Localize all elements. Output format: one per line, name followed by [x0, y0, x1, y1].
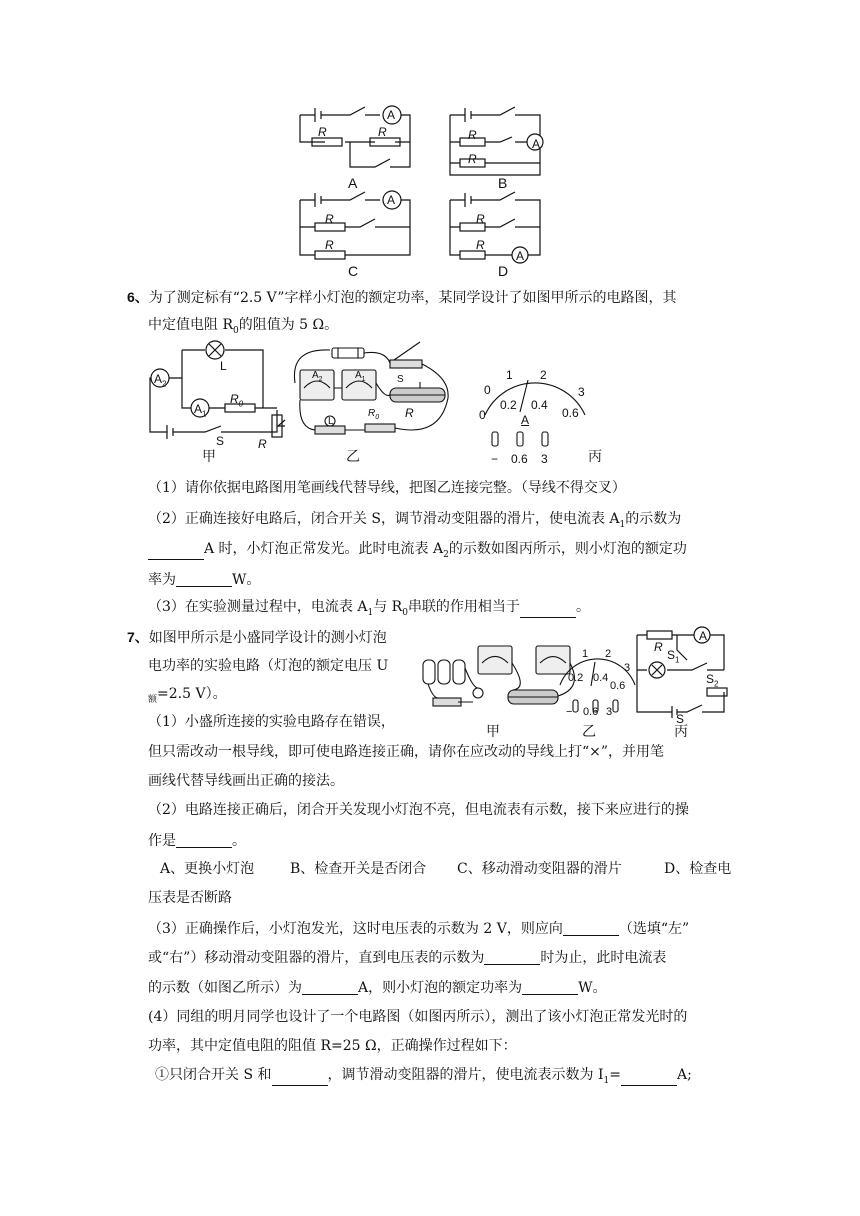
q7-meter-tick-0-2: 0.2: [568, 672, 584, 684]
diagram-b-caption: B: [498, 175, 508, 191]
q7-part3-line2: 或“右”）移动滑动变阻器的滑片，直到电压表的示数为 时为止，此时电流表: [148, 950, 667, 966]
q7-bing-r: R: [654, 640, 663, 654]
meter-tick-0-4: 0.4: [531, 398, 548, 412]
q6-apparatus-l: L: [328, 416, 334, 427]
q6-stem2-sub: 0: [233, 325, 239, 336]
q7-stem-line2: 电功率的实验电路（灯泡的额定电压 U: [148, 658, 389, 674]
r0-label-d: R: [476, 238, 485, 252]
q6-apparatus-s: S: [397, 374, 404, 385]
q6-apparatus-a2: $A_2$: [312, 370, 323, 383]
q7-meter-tick-0-6: 0.6: [610, 680, 626, 692]
meter-tick-top-1: 1: [506, 368, 513, 382]
q7-part4-line1: (4）同组的明月同学也设计了一个电路图（如图丙所示），测出了该小灯泡正常发光时的: [148, 1009, 688, 1025]
q7-bing-s: S: [676, 712, 685, 726]
q6-blank-a1-current[interactable]: [148, 545, 204, 560]
q7-blank-direction[interactable]: [563, 921, 619, 936]
q7-part1-line1: （1）小盛所连接的实验电路存在错误，: [148, 714, 395, 730]
q6-r0-label: $R_0$: [230, 392, 244, 409]
q7-bing-s2: $S_2$: [706, 672, 719, 689]
q7-bing-s1: $S_1$: [667, 648, 680, 665]
q6-stem2b: 的阻值为 5 Ω。: [238, 317, 339, 333]
q6-l-label: L: [220, 359, 227, 373]
q6-a1-label: $A_1$: [194, 402, 207, 419]
q6-part3: （3）在实验测量过程中，电流表 $A_1$与 $R_0$串联的作用相当于 。: [148, 599, 590, 618]
ammeter-d-label: A: [516, 249, 525, 263]
q6-caption-bing: 丙: [588, 449, 602, 465]
q6-part1: （1）请你依据电路图用笔画线代替导线，把图乙连接完整。（导线不得交叉）: [148, 480, 626, 496]
q7-stem-line3: $_额$=2.5 V）。: [148, 686, 227, 705]
q7-blank-operation[interactable]: [176, 833, 232, 848]
q6-number: 6、: [127, 289, 149, 305]
q6-apparatus-r0: $R_0$: [368, 408, 380, 421]
r0-label-b: R: [468, 128, 477, 142]
q6-apparatus-a1: $A_1$: [355, 370, 366, 383]
q7-terminal-0-6: 0.6: [583, 706, 599, 718]
q7-blank-switch[interactable]: [272, 1071, 328, 1086]
q6-stem-line2: [148, 318, 338, 336]
ammeter-b-label: A: [532, 137, 541, 151]
r0-label-c: R: [325, 238, 334, 252]
q7-part4-step1: ①只闭合开关 S 和 ，调节滑动变阻器的滑片，使电流表示数为 $I_1= A$;: [155, 1067, 692, 1086]
q7-meter-tick-3: 3: [624, 662, 631, 674]
meter-tick-0a: 0: [479, 408, 486, 422]
q7-part4-line2: 功率，其中定值电阻的阻值 R=25 Ω，正确操作过程如下：: [148, 1038, 517, 1054]
q6-stem2: 中定值电阻 R: [148, 317, 233, 333]
rx-label-a: R: [378, 125, 387, 139]
terminal-0-6: 0.6: [511, 452, 528, 466]
q7-part2-line2: 作是 。: [148, 833, 246, 849]
diagram-c-caption: C: [348, 263, 359, 279]
circuit-diagrams-abcd: [290, 95, 570, 280]
q6-part2-line3: 率为 W。: [148, 572, 261, 588]
q7-part3-line1: （3）正确操作后，小灯泡发光，这时电压表的示数为 2 V，则应向 （选填“左”: [148, 921, 690, 937]
q7-option-d: D、检查电: [664, 861, 732, 877]
q7-caption-bing: 丙: [674, 724, 688, 740]
q7-part3-line3: 的示数（如图乙所示）为 A，则小灯泡的额定功率为 W。: [148, 980, 607, 996]
q7-option-b: B、检查开关是否闭合: [290, 861, 427, 877]
q7-part2-line1: （2）电路连接正确后，闭合开关发现小灯泡不亮，但电流表有示数，接下来应进行的操: [148, 802, 689, 818]
q7-caption-jia: 甲: [486, 724, 500, 740]
meter-tick-top-2: 2: [540, 368, 547, 382]
q6-caption-yi: 乙: [346, 449, 360, 465]
q6-a2-label: $A_2$: [154, 372, 167, 389]
terminal-neg: −: [491, 452, 499, 466]
q7-blank-i1[interactable]: [621, 1071, 677, 1086]
rx-label-c: R: [325, 212, 334, 226]
q7-terminal-neg: −: [566, 706, 573, 718]
q6-stem1: 为了测定标有“2.5 V”字样小灯泡的额定功率，某同学设计了如图甲所示的电路图，其: [148, 290, 677, 306]
q7-blank-power[interactable]: [522, 980, 578, 995]
ammeter-c-label: A: [387, 193, 396, 207]
q7-meter-tick-1: 1: [582, 648, 589, 660]
meter-unit: A: [521, 413, 530, 427]
rx-label-b: R: [468, 152, 477, 166]
q7-caption-yi: 乙: [582, 724, 596, 740]
q7-blank-voltage[interactable]: [484, 950, 540, 965]
q6-s-label: S: [216, 434, 225, 448]
q6-part2-line1: （2）正确连接好电路后，闭合开关 S，调节滑动变阻器的滑片，使电流表 $A_1$的示数为: [148, 511, 682, 530]
q6-apparatus-yi: [290, 338, 460, 448]
q7-number: 7、: [127, 629, 149, 645]
q6-blank-equivalent[interactable]: [520, 603, 576, 618]
q6-r-label: R: [258, 437, 267, 451]
ammeter-a-label: A: [387, 108, 396, 122]
q6-apparatus-r: R: [405, 406, 414, 420]
q7-terminal-3: 3: [606, 706, 613, 718]
meter-tick-0-6: 0.6: [562, 406, 579, 420]
q6-blank-power[interactable]: [176, 572, 232, 587]
diagram-d-caption: D: [498, 263, 509, 279]
q7-stem-line1: 7、如图甲所示是小盛同学设计的测小灯泡: [127, 629, 387, 646]
q7-meter-tick-2: 2: [605, 648, 612, 660]
q6-part2-line2: A 时，小灯泡正常发光。此时电流表 $A_2$的示数如图丙所示，则小灯泡的额定功: [148, 542, 687, 560]
q6-circuit-jia: [145, 340, 295, 445]
q7-bing-ammeter: A: [699, 629, 708, 643]
q7-blank-current[interactable]: [302, 980, 358, 995]
meter-tick-top-0: 0: [484, 383, 491, 397]
rx-label-d: R: [476, 212, 485, 226]
q6-caption-jia: 甲: [202, 449, 216, 465]
q7-part1-line2: 但只需改动一根导线，即可使电路连接正确，请你在应改动的导线上打“×”，并用笔: [148, 744, 665, 760]
q7-option-c: C、移动滑动变阻器的滑片: [457, 861, 622, 877]
r0-label-a: R: [318, 125, 327, 139]
q7-option-a: A、更换小灯泡: [160, 861, 255, 877]
q7-meter-tick-0-4: 0.4: [593, 672, 609, 684]
diagram-a-caption: A: [348, 175, 358, 191]
q7-part1-line3: 画线代替导线画出正确的接法。: [148, 773, 344, 789]
meter-tick-0-2: 0.2: [500, 398, 517, 412]
meter-tick-top-3: 3: [578, 385, 585, 399]
q6-stem-line1: [127, 290, 676, 305]
terminal-3: 3: [541, 452, 548, 466]
q7-option-d-cont: 压表是否断路: [148, 890, 232, 906]
